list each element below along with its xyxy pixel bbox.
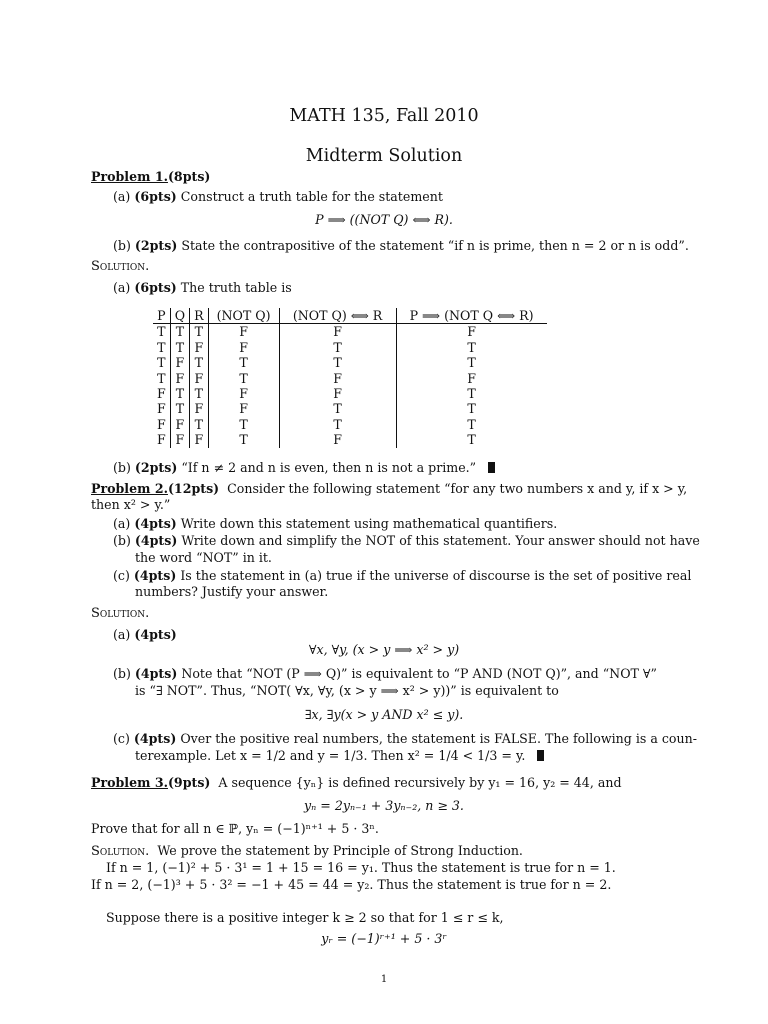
- item-text: “If n ≠ 2 and n is even, then n is not a prime.”: [181, 460, 477, 475]
- item-text: State the contrapositive of the statement “if n is prime, then n = 2 or n is odd”.: [181, 238, 689, 253]
- table-row: [153, 340, 547, 355]
- truth-table-header: [153, 308, 547, 324]
- table-cell: F: [170, 371, 189, 386]
- problem-1-heading: [91, 169, 210, 185]
- solution-2b-cont: is “∃ NOT”. Thus, “NOT( ∀x, ∀y, (x > y ⟹ x² > y))” is equivalent to: [135, 683, 559, 698]
- table-cell: F: [208, 401, 279, 416]
- problem-2-heading: [91, 481, 687, 497]
- item-points: (6pts): [134, 189, 177, 204]
- solution-2c-cont: [135, 748, 544, 764]
- table-cell: T: [279, 340, 396, 355]
- problem-2-intro-line2: then x² > y.”: [91, 497, 171, 512]
- problem-2b-statement: [113, 533, 700, 549]
- item-points: (6pts): [134, 280, 177, 295]
- table-cell: F: [208, 386, 279, 401]
- table-row: [153, 324, 547, 340]
- item-label: (b): [113, 238, 131, 253]
- item-label: (b): [113, 533, 131, 548]
- table-cell: T: [279, 355, 396, 370]
- page-subtitle: Midterm Solution: [305, 146, 463, 166]
- table-cell: T: [467, 416, 476, 432]
- solution-3-text: We prove the statement by Principle of Strong Induction.: [157, 843, 523, 858]
- item-label: (a): [113, 189, 131, 204]
- table-row: [153, 386, 547, 401]
- table-cell: F: [153, 386, 170, 401]
- solution-label-2: Solution.: [91, 606, 150, 621]
- table-cell: T: [190, 324, 208, 340]
- table-cell: T: [170, 386, 189, 401]
- table-cell: F: [190, 401, 208, 416]
- solution-2b: [113, 666, 657, 682]
- item-label: (b): [113, 666, 131, 681]
- item-points: (4pts): [133, 731, 177, 746]
- table-cell: F: [190, 371, 208, 386]
- table-cell: F: [279, 386, 396, 401]
- item-text: Write down this statement using mathematical quantifiers.: [180, 516, 558, 531]
- item-text: Write down and simplify the NOT of this statement. Your answer should not have: [181, 533, 700, 548]
- formula-quantified-statement: ∀x, ∀y, (x > y ⟹ x² > y): [308, 642, 460, 657]
- header-p: P: [153, 308, 170, 324]
- item-text: Note that “NOT (P ⟹ Q)” is equivalent to “P AND (NOT Q)”, and “NOT ∀”: [181, 666, 657, 681]
- item-text: terexample. Let x = 1/2 and y = 1/3. Then x² = 1/4 < 1/3 = y.: [135, 748, 526, 763]
- table-row: [153, 371, 547, 386]
- table-cell: T: [467, 432, 476, 448]
- table-cell: T: [208, 371, 279, 386]
- table-row: [153, 401, 547, 416]
- item-points: (4pts): [133, 568, 177, 583]
- item-text: Is the statement in (a) true if the universe of discourse is the set of positive real: [180, 568, 692, 583]
- problem-1-points: (8pts): [167, 169, 211, 184]
- table-cell: T: [467, 401, 476, 417]
- item-text: Construct a truth table for the statement: [180, 189, 443, 204]
- table-cell: T: [190, 386, 208, 401]
- problem-1-label: Problem 1.: [91, 169, 168, 184]
- table-cell: F: [190, 432, 208, 447]
- table-cell: T: [170, 324, 189, 340]
- table-cell: T: [467, 386, 476, 402]
- table-cell: F: [279, 324, 396, 340]
- problem-2c-statement-cont: numbers? Justify your answer.: [135, 584, 329, 599]
- header-r: R: [190, 308, 208, 324]
- problem-3-points: (9pts): [167, 775, 211, 790]
- table-cell: F: [170, 432, 189, 447]
- table-cell: F: [208, 324, 279, 340]
- table-cell: T: [153, 371, 170, 386]
- solution-label-1: Solution.: [91, 259, 150, 274]
- header-q: Q: [170, 308, 189, 324]
- item-text: The truth table is: [180, 280, 292, 295]
- table-cell: F: [170, 417, 189, 432]
- table-cell: F: [279, 371, 396, 386]
- item-label: (a): [113, 627, 131, 642]
- table-cell: F: [153, 417, 170, 432]
- item-points: (4pts): [134, 533, 178, 548]
- base-case-2: If n = 2, (−1)³ + 5 · 3² = −1 + 45 = 44 = y₂. Thus the statement is true for n = 2.: [91, 877, 612, 892]
- solution-1a: [113, 280, 292, 296]
- item-text: Over the positive real numbers, the statement is FALSE. The following is a coun-: [180, 731, 697, 746]
- induction-suppose: Suppose there is a positive integer k ≥ 2 so that for 1 ≤ r ≤ k,: [106, 910, 504, 925]
- item-label: (a): [113, 516, 131, 531]
- table-cell: T: [208, 432, 279, 447]
- item-points: (2pts): [134, 238, 178, 253]
- table-cell: T: [467, 339, 476, 355]
- table-cell: T: [153, 355, 170, 370]
- problem-2-points: (12pts): [167, 481, 220, 496]
- solution-2a: [113, 627, 177, 643]
- item-label: (c): [113, 731, 130, 746]
- solution-label-3: Solution.: [91, 844, 150, 859]
- qed-mark: [488, 462, 495, 473]
- table-cell: F: [279, 432, 396, 447]
- table-cell: T: [153, 324, 170, 340]
- problem-2-label: Problem 2.: [91, 481, 168, 496]
- formula-truth-statement: P ⟹ ((NOT Q) ⟺ R).: [315, 212, 453, 227]
- truth-table-body: [153, 324, 547, 448]
- table-cell: T: [190, 417, 208, 432]
- table-cell: T: [467, 355, 476, 371]
- table-cell: T: [170, 340, 189, 355]
- problem-3-prove: Prove that for all n ∈ ℙ, yₙ = (−1)ⁿ⁺¹ + 5 · 3ⁿ.: [91, 821, 379, 836]
- formula-induction-hypothesis: yᵣ = (−1)ʳ⁺¹ + 5 · 3ʳ: [321, 931, 447, 946]
- problem-1b-statement: [113, 238, 689, 254]
- table-cell: T: [153, 340, 170, 355]
- table-cell: T: [279, 417, 396, 432]
- table-row: [153, 432, 547, 447]
- page-title: MATH 135, Fall 2010: [289, 106, 479, 126]
- problem-3-intro: A sequence {yₙ} is defined recursively by y₁ = 16, y₂ = 44, and: [218, 775, 622, 790]
- problem-2b-statement-cont: the word “NOT” in it.: [135, 550, 272, 565]
- table-cell: T: [190, 355, 208, 370]
- truth-table: [153, 308, 547, 448]
- table-cell: F: [467, 324, 476, 340]
- table-cell: T: [170, 401, 189, 416]
- problem-3-heading: [91, 775, 622, 791]
- header-not-q: (NOT Q): [208, 308, 279, 324]
- table-cell: T: [279, 401, 396, 416]
- table-cell: F: [170, 355, 189, 370]
- table-cell: T: [208, 355, 279, 370]
- table-row: [153, 417, 547, 432]
- item-points: (4pts): [134, 666, 178, 681]
- formula-recurrence: yₙ = 2yₙ₋₁ + 3yₙ₋₂, n ≥ 3.: [304, 798, 464, 813]
- table-cell: F: [208, 340, 279, 355]
- table-cell: T: [208, 417, 279, 432]
- item-points: (2pts): [134, 460, 178, 475]
- item-points: (4pts): [134, 627, 177, 642]
- item-points: (4pts): [134, 516, 177, 531]
- solution-3-intro: [91, 843, 523, 860]
- table-cell: F: [467, 370, 476, 386]
- page-number: 1: [380, 974, 388, 985]
- base-case-1: If n = 1, (−1)² + 5 · 3¹ = 1 + 15 = 16 = y₁. Thus the statement is true for n = 1.: [106, 860, 616, 875]
- table-cell: F: [190, 340, 208, 355]
- solution-1b: [113, 460, 495, 476]
- problem-2-intro-line1: Consider the following statement “for any two numbers x and y, if x > y,: [227, 481, 688, 496]
- problem-2c-statement: [113, 568, 691, 584]
- formula-negated-statement: ∃x, ∃y(x > y AND x² ≤ y).: [304, 707, 464, 722]
- problem-2a-statement: [113, 516, 557, 532]
- item-label: (a): [113, 280, 131, 295]
- table-cell: F: [153, 432, 170, 447]
- table-row: [153, 355, 547, 370]
- problem-3-label: Problem 3.: [91, 775, 168, 790]
- problem-1a-statement: [113, 189, 443, 205]
- header-not-q-iff-r: (NOT Q) ⟺ R: [279, 308, 396, 324]
- table-cell: F: [153, 401, 170, 416]
- qed-mark: [537, 750, 544, 761]
- solution-2c: [113, 731, 697, 747]
- item-label: (b): [113, 460, 131, 475]
- item-label: (c): [113, 568, 130, 583]
- header-implication: P ⟹ (NOT Q ⟺ R): [396, 308, 547, 324]
